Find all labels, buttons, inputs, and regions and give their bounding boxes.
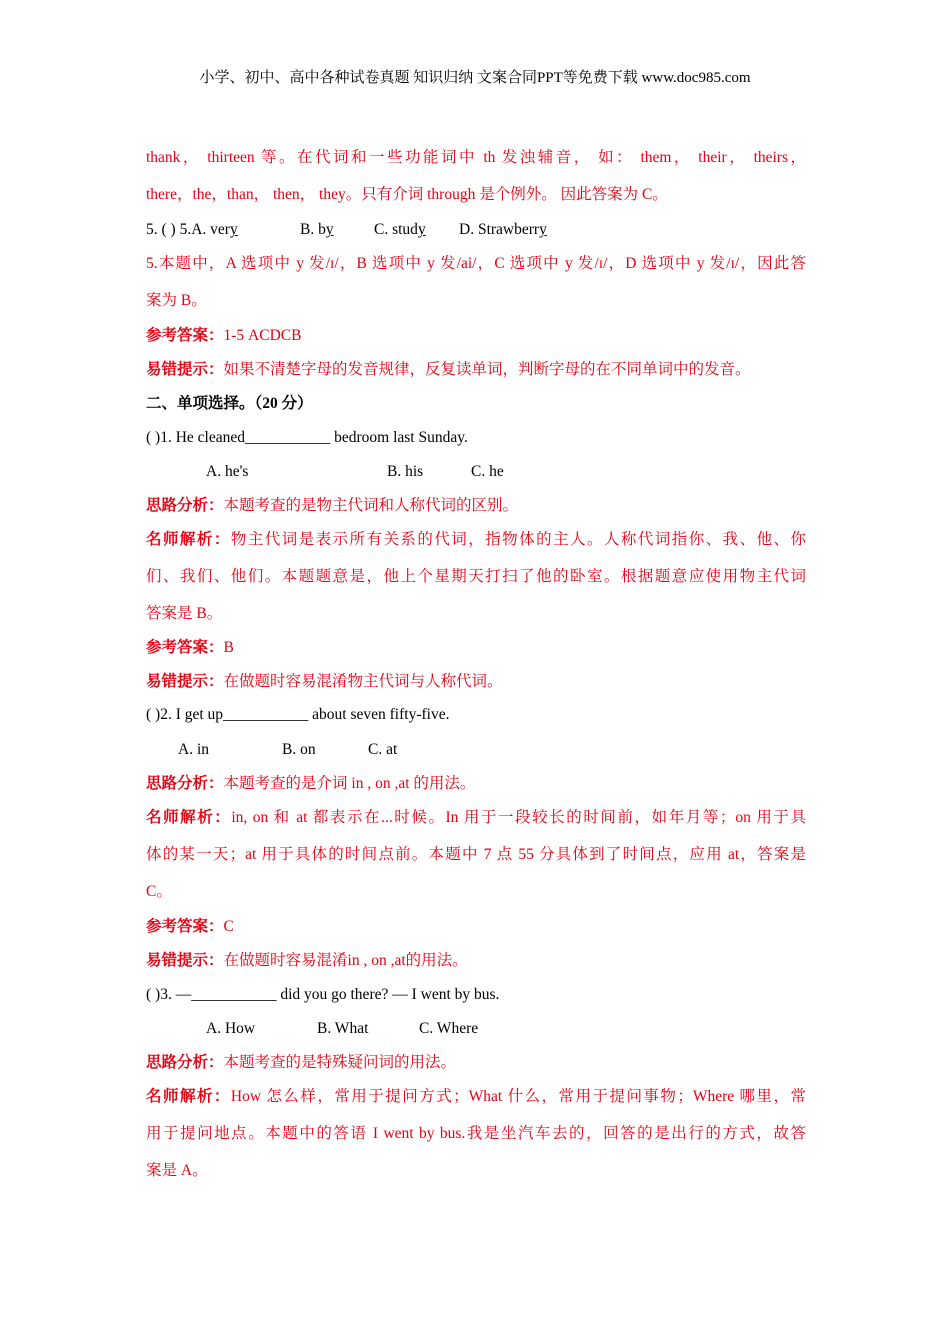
question-5 <box>146 219 238 241</box>
text-line: 答案是 B。 <box>146 605 223 622</box>
answer-line <box>146 325 301 347</box>
teacher-label: 名师解析： <box>146 531 231 548</box>
option-b: B. What <box>317 1020 369 1037</box>
option-a: A. he's <box>206 463 249 480</box>
tip-label: 易错提示： <box>146 361 224 378</box>
analysis-label: 思路分析： <box>146 497 224 514</box>
question-3: ( )3. —___________ did you go there? — I went by bus. <box>146 986 500 1003</box>
text-line: there，the，than， then， they。只有介词 through 是个例外。 因此答案为 C。 <box>146 186 668 203</box>
text-line: 案为 B。 <box>146 292 207 309</box>
tip-line: 易错提示：在做题时容易混淆in , on ,at的用法。 <box>146 952 468 969</box>
page-header: 小学、初中、高中各种试卷真题 知识归纳 文案合同PPT等免费下载 www.doc985.com <box>199 70 751 86</box>
text-line: 用于提问地点。本题中的答语 I went by bus.我是坐汽车去的，回答的是出行的方式，故答 <box>146 1125 806 1142</box>
analysis-line: 思路分析：本题考查的是介词 in , on ,at 的用法。 <box>146 775 476 792</box>
text-line: thank， thirteen 等。在代词和一些功能词中 th 发浊辅音， 如： them， their， theirs， <box>146 149 806 166</box>
teacher-line: 名师解析：How 怎么样，常用于提问方式；What 什么，常用于提问事物；Where 哪里，常 <box>146 1088 806 1105</box>
option-a: A. in <box>178 741 209 758</box>
option-b: B. his <box>387 463 424 480</box>
answer-label: 参考答案： <box>146 327 224 344</box>
teacher-line: 名师解析：in, on 和 at 都表示在...时候。In 用于一段较长的时间前，如年月等；on 用于具 <box>146 809 806 826</box>
section-title: 二、单项选择。（20 分） <box>146 395 313 412</box>
text-line: 案是 A。 <box>146 1162 208 1179</box>
option-c: C. study <box>374 221 426 238</box>
analysis-line: 思路分析：本题考查的是物主代词和人称代词的区别。 <box>146 497 519 514</box>
option-a: A. How <box>206 1020 256 1037</box>
tip-text: 如果不清楚字母的发音规律，反复读单词，判断字母的在不同单词中的发音。 <box>223 361 751 378</box>
tip-line: 易错提示：在做题时容易混淆物主代词与人称代词。 <box>146 673 503 690</box>
text-line: C。 <box>146 883 172 900</box>
question-1: ( )1. He cleaned___________ bedroom last Sunday. <box>146 429 468 446</box>
question-5-stem: 5. ( ) 5.A. ver <box>146 221 230 238</box>
text-line: 5.本题中，A 选项中 y 发/ɪ/，B 选项中 y 发/ai/，C 选项中 y 发/ɪ/，D 选项中 y 发/ɪ/，因此答 <box>146 255 806 272</box>
question-2: ( )2. I get up___________ about seven fifty-five. <box>146 706 450 723</box>
analysis-line: 思路分析：本题考查的是特殊疑问词的用法。 <box>146 1054 457 1071</box>
text-line: 们、我们、他们。本题题意是，他上个星期天打扫了他的卧室。根据题意应使用物主代词 <box>146 568 806 585</box>
answer-line: 参考答案：C <box>146 918 234 935</box>
option-c: C. Where <box>419 1020 479 1037</box>
text-line: 体的某一天；at 用于具体的时间点前。本题中 7 点 55 分具体到了时间点，应用 at，答案是 <box>146 846 806 863</box>
option-d: D. Strawberry <box>459 221 547 238</box>
option-a-underlined-letter: y <box>229 221 238 238</box>
tip-line <box>146 359 751 381</box>
option-b: B. by <box>300 221 334 238</box>
option-c: C. he <box>471 463 504 480</box>
teacher-line: 名师解析：物主代词是表示所有关系的代词，指物体的主人。人称代词指你、我、他、你 <box>146 531 806 548</box>
answer-text: 1-5 ACDCB <box>223 327 302 344</box>
option-c: C. at <box>368 741 398 758</box>
answer-line: 参考答案：B <box>146 639 234 656</box>
option-b: B. on <box>282 741 316 758</box>
